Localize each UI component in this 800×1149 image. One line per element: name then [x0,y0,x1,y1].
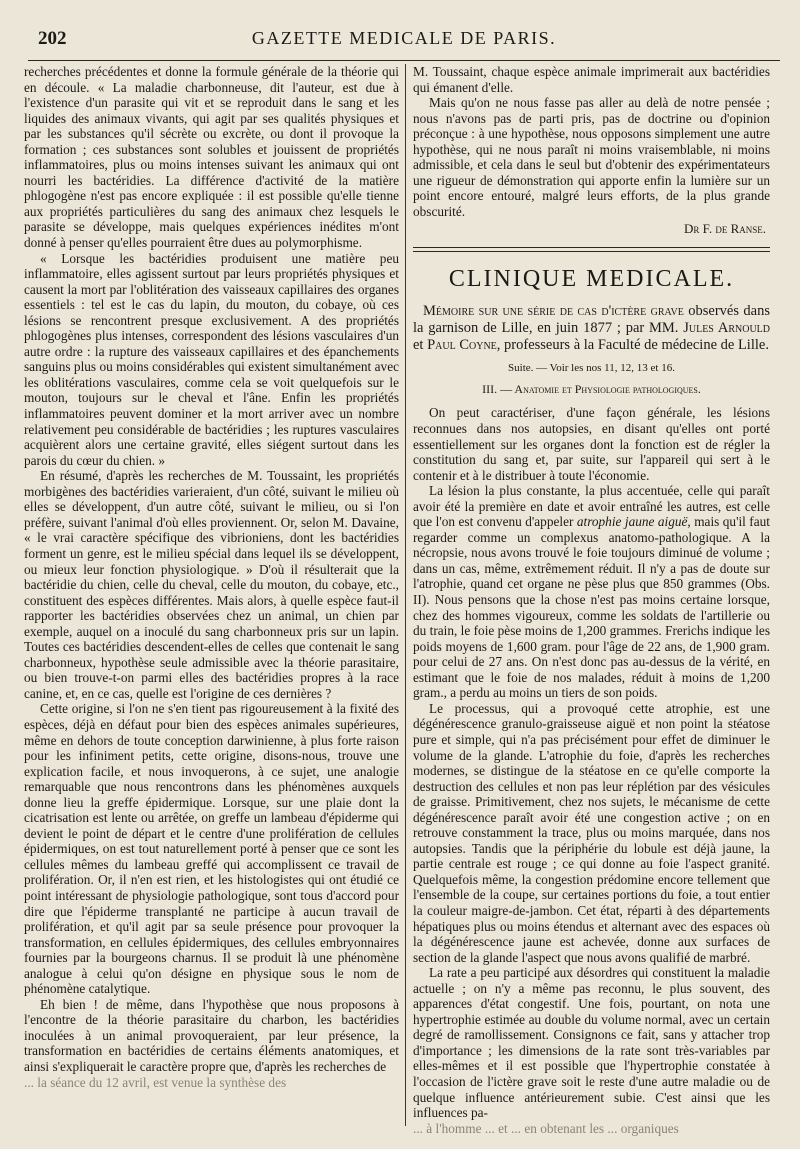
italic-term: atrophie jaune aiguë [576,514,688,530]
left-column [24,64,399,1126]
memoir-title-lead: Mémoire sur une série de cas d'ictère grave [423,303,684,320]
right-column [413,64,770,1136]
paragraph: M. Toussaint, chaque espèce animale imprimerait aux bactéridies qui émanent d'elle. [413,64,770,95]
paragraph-text: La lésion la plus constante, la plus accentuée, celle qui paraît avoir été la première en date et avoir entraîné les autres, est celle que l'on est convenu d'appeler [413,483,770,530]
paragraph: recherches précédentes et donne la formule générale de la théorie qui en découle. « La maladie charbonneuse, dit l'auteur, est due à l'existence d'un parasite qui vit et se reproduit dans le sang et les liquides des animaux vivants, qui agit par ses qualités physiques et par les substances qu'il sécrète ou excrète, ou dont il provoque la formation ; ces substances sont solubles et jouissent de propriétés inflammatoires, plus ou moins intenses suivant les animaux qui ont nourri les bactéridies. La différence d'activité de la matière phlogogène n'est pas encore expliquée : il est possible qu'elle tienne aux propriétés particulières du sang des animaux chez lesquels le parasite se développe, mais quelques expériences inédites m'ont donné à penser qu'elles pourraient être dues au polymorphisme. [24,64,399,251]
subsection-title: III. — Anatomie et Physiologie pathologiques. [482,382,701,397]
paragraph: Cette origine, si l'on ne s'en tient pas rigoureusement à la fixité des espèces, déjà en défaut pour bien des espèces animales supérieures, même en dehors de toute conception darwinienne, à plus forte raison pour les infiniment petits, cette origine, disons-nous, trouve une explication facile, et nous invoquerons, à ce sujet, une analogie remarquable que nous rencontrons dans les phénomènes auxquels donne lieu la greffe épidermique. Lorsque, sur une plaie dont la cicatrisation est lente ou arrêtée, on greffe un lambeau d'épiderme qui devient le point de départ et le centre d'une prolifération de cellules épidermiques, on est tout naturellement porté à penser que ce sont les cellules mêmes du lambeau greffé qui accomplissent ce travail de prolifération. Or, il n'en est rien, et les histologistes qui ont étudié ce point intéressant de physiologie pathologique, sont tous d'accord pour dire que l'épiderme transplanté ne participe à aucun travail de prolifération, et qu'il agit par sa seule présence pour provoquer la transformation, en cellules épidermiques, des cellules embryonnaires fournies par la bourgeons charnus. Il se produit là une phénomène analogue à celui qu'on désigne en physique sous le nom de phénomène catalytique. [24,701,399,997]
paragraph: Le processus, qui a provoqué cette atrophie, est une dégénérescence granulo-graisseuse aiguë et non point la stéatose pure et simple, qui n'a pas précisément pour effet de diminuer le volume de la glande. L'atrophie du foie, d'après les recherches modernes, se distingue de la stéatose en ce qu'elle comporte la destruction des cellules et non pas leur réplétion par des vésicules de graisse. Primitivement, chez nos sujets, le mécanisme de cette dégénérescence paraît avoir été une congestion active ; on en retrouve constamment la trace, plus ou moins marquée, dans nos autopsies. Tandis que la périphérie du lobule est déjà jaune, la partie centrale est rouge ; ce qui donne au foie l'aspect granité. Quelquefois même, la congestion prédomine encore tellement que l'ensemble de la coupe, sur certaines portions du foie, a tout entier la couleur maigre-de-jambon. Cet état, réparti à des départements hépatiques plus ou moins étendus et alternant avec des espaces où la dégénérescence jaune est achevée, donne aux surfaces de section de la glande l'aspect que nous avons qualifié de marbré. [413,700,770,965]
paragraph: Eh bien ! de même, dans l'hypothèse que nous proposons à l'encontre de la théorie parasitaire du charbon, les bactéridies inoculées à un animal provoqueraient, par leur présence, la transformation en bactéridies de certains éléments anatomiques, et ainsi s'expliquerait le caractère propre que, d'après les recherches de [24,996,399,1074]
column-divider [405,64,406,1126]
continuation-note: Suite. — Voir les nos 11, 12, 13 et 16. [508,362,675,375]
paragraph: « Lorsque les bactéridies produisent une matière peu inflammatoire, elles agissent surtout par leurs propriétés physiques et causent la mort par l'oblitération des vaisseaux capillaires des organes essentiels : tel est le cas du lapin, du mouton, du cobaye, où ces lésions se rencontrent presque exclusivement. A des propriétés phlogogènes plus intenses, correspondent des lésions vasculaires d'un autre ordre : la rupture des vaisseaux capillaires et des épanchements sanguins plus ou moins considérables qui existent simultanément avec les oblitérations vasculaires, comme cela se voit quelquefois sur le mouton, toujours sur le cheval et l'âne. Enfin les propriétés inflammatoires peuvent dominer et la mort arriver avec un nombre relativement peu considérable de bactéridies ; les ruptures vasculaires acquièrent alors une certaine gravité, elles siégent surtout dans les parois du cœur du chien. » [24,250,399,468]
show-through-text: ... la séance du 12 avril, est venue la synthèse des [24,1074,287,1090]
memoir-title-text: , professeurs à la Faculté de médecine de Lille. [496,337,769,354]
journal-title: GAZETTE MEDICALE DE PARIS. [251,28,557,48]
memoir-author: Paul Coyne [427,337,497,354]
memoir-title [413,303,770,354]
memoir-author: Jules Arnould [683,320,770,337]
memoir-title-text: et [413,337,428,354]
show-through-text: ... à l'homme ... et ... en obtenant les ... organiques [413,1120,679,1136]
page-number: 202 [38,28,67,49]
author-signature: Dr F. de Ranse. [684,221,766,237]
page-header [28,20,780,61]
section-divider [413,247,770,252]
paragraph: En résumé, d'après les recherches de M. Toussaint, les propriétés morbigènes des bactéridies varieraient, d'un côté, suivant le milieu où elles se développent, d'un autre côté, suivant le milieu, ou si l'on préfère, suivant l'animal d'où elles proviennent. Or, selon M. Davaine, « le vrai caractère spécifique des vibrioniens, dont les bactéridies forment un genre, est le milieu spécial dans lequel ils se développent, ou mieux leur fonction physiologique. » D'où il résulterait que la bactéridie du chien, celle du cheval, celle du mouton, du cobaye, etc., constituent des espèces différentes. Mais alors, à quelle espèce faut-il rapporter les bactéridies observées chez un animal, un chien par exemple, auquel on a inoculé du sang charbonneux pris sur un lapin. Toutes ces bactéridies descendent-elles de celles que contenait le sang charbonneux, hypothèse seule admissible avec la théorie parasitaire, ou bien trouve-t-on parmi elles des bactéridies propres à la race canine, et, en ce cas, quelle est l'origine de ces dernières ? [24,468,399,701]
memoir-title-text: observés dans la garnison de Lille, en juin 1877 ; par MM. [413,303,770,337]
paragraph: La rate a peu participé aux désordres qui constituent la maladie actuelle ; on n'y a même pas reconnu, le plus souvent, des apparences d'état congestif. Une fois, pourtant, on nota une hypertrophie estimée au double du volume normal, avec un certain degré de ramollissement. Consignons ce fait, sans y attacher trop d'importance ; les dimensions de la rate sont très-variables par elles-mêmes et il est possible que l'hypertrophie constatée à l'occasion de l'ictère grave soit le reste d'une autre maladie ou de quelque influence antérieurement subie. C'est ainsi que les influences pa- [413,965,770,1121]
section-title: CLINIQUE MEDICALE. [448,266,735,293]
paragraph-text: , mais qu'il faut regarder comme un complexus anatomo-pathologique. A la nécropsie, nous avons trouvé le foie toujours diminué de volume ; dans un cas, même, extrêmement réduit. Il n'y a pas de doute sur l'atrophie, quand cet organe ne pèse plus que 850 grammes (Obs. II). Nous pensons que la chose n'est pas moins certaine lorsque, chez des hommes vigoureux, comme les soldats de l'artillerie ou du train, le foie pèse moins de 1,200 grammes. Frerichs indique les poids moyens de 1,600 gram. pour l'âge de 22 ans, de 1,900 gram. pour celui de 27 ans. On n'est donc pas au-dessus de la vérité, en estimant que le foie de nos malades, réduit à moins de 1,200 gram., a perdu au moins un tiers de son poids. [413,514,770,701]
paragraph: Mais qu'on ne nous fasse pas aller au delà de notre pensée ; nous n'avons pas de parti pris, pas de doctrine ou d'opinion préconçue : à une hypothèse, nous opposons simplement une autre hypothèse, qui ne nous paraît ni moins vraisemblable, ni moins admissible, et cela dans le seul but d'obtenir des expérimentateurs une rigueur de démonstration qui apporte enfin la lumière sur un point encore entouré, malgré leurs efforts, de la plus grande obscurité. [413,95,770,219]
paragraph: On peut caractériser, d'une façon générale, les lésions reconnues dans nos autopsies, en disant qu'elles ont porté essentiellement sur les organes dont la fonction est de régler la constitution du sang et, par suite, sur l'appareil qui sert à le contenir et à le distribuer à toute l'économie. [413,405,770,483]
paragraph [413,483,770,701]
